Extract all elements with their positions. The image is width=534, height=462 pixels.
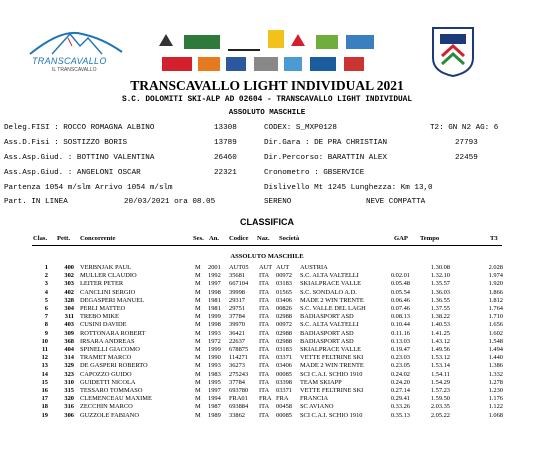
fisi-logo	[430, 24, 476, 78]
cell-name: CUSINI DAVIDE	[80, 321, 127, 329]
cell-reg: 00085	[276, 370, 292, 378]
cell-reg: AUT	[276, 264, 290, 271]
meta-t2: T2: GN N2 AG: 6	[430, 124, 499, 132]
cell-cod: 678875	[229, 346, 249, 353]
cell-tempo: 1.54.11	[431, 370, 450, 378]
cell-ses: M	[195, 395, 201, 403]
cell-an: 1981	[208, 305, 221, 312]
meta-deleg-code: 13308	[214, 124, 237, 132]
cell-t3: 1.656	[488, 321, 503, 329]
cell-tempo: 1.38.22	[430, 313, 450, 321]
classifica-title: CLASSIFICA	[240, 217, 294, 227]
cell-cod: 693780	[229, 387, 249, 394]
cell-reg: 03183	[276, 280, 292, 288]
cell-cod: 275243	[229, 370, 249, 378]
meta-giud2: Ass.Asp.Giud. : ANGELONI OSCAR	[4, 169, 141, 177]
cell-ses: M	[195, 411, 201, 419]
cell-reg: 02988	[276, 337, 292, 345]
meta-giud1: Ass.Asp.Giud. : BOTTINO VALENTINA	[4, 154, 155, 162]
cell-name: CAPOZZO GUIDO	[80, 370, 132, 378]
sponsor-logo-8	[162, 57, 192, 71]
cell-clas: 12	[41, 354, 48, 362]
cell-reg: 03406	[276, 296, 292, 304]
cell-name: PERLI MATTEO	[80, 305, 126, 312]
cell-cod: AUT05	[229, 264, 249, 271]
cell-clas: 2	[44, 272, 48, 280]
cell-clas: 4	[44, 288, 48, 296]
cell-cod: 29751	[229, 305, 245, 312]
cell-pett: 403	[64, 321, 74, 329]
cell-naz: ITA	[259, 288, 270, 296]
cell-reg: 02988	[276, 329, 292, 337]
cell-an: 1999	[208, 346, 221, 353]
cell-tempo: 1.40.53	[430, 321, 450, 329]
sponsor-logo-12	[284, 57, 302, 71]
cell-an: 2001	[208, 264, 221, 271]
cell-t3: 1.602	[488, 329, 503, 337]
cell-name: GUZZOLE FABIANO	[80, 411, 139, 419]
cell-pett: 320	[64, 395, 74, 403]
cell-t3: 1.764	[488, 305, 503, 312]
header-concorrente: Concorrente	[80, 235, 116, 242]
meta-dirgara: Dir.Gara : DE PRA CHRISTIAN	[264, 139, 388, 147]
cell-pett: 329	[64, 362, 74, 370]
cell-cod: 37784	[229, 378, 245, 386]
cell-pett: 328	[64, 296, 74, 304]
cell-gap: 0.05.48	[390, 280, 410, 288]
cell-pett: 316	[64, 403, 74, 411]
meta-snow: NEVE COMPATTA	[366, 198, 426, 206]
meta-dirgara-code: 27793	[455, 139, 478, 147]
cell-name: TRAMET MARCO	[80, 354, 132, 362]
cell-an: 1994	[208, 395, 221, 403]
cell-t3: 1.230	[488, 387, 503, 394]
cell-cod: 39970	[229, 321, 245, 329]
cell-ses: M	[195, 272, 201, 280]
cell-name: ROTTONARA ROBERT	[80, 329, 146, 337]
sponsor-logo-14	[344, 57, 364, 71]
cell-clas: 19	[41, 411, 48, 419]
cell-soc: SKIALPRACE VALLE	[300, 280, 362, 288]
cell-pett: 309	[64, 329, 74, 337]
cell-ses: M	[195, 305, 201, 312]
cell-an: 1997	[208, 387, 221, 394]
cell-naz: ITA	[259, 329, 270, 337]
cell-tempo: 1.59.50	[430, 395, 450, 403]
cell-tempo: 1.57.23	[430, 387, 450, 394]
cell-t3: 1.122	[488, 403, 503, 411]
cell-an: 1981	[208, 296, 221, 304]
cell-soc: VETTE FELTRINE SKI	[300, 354, 364, 362]
race-title: TRANSCAVALLO LIGHT INDIVIDUAL 2021	[130, 78, 404, 93]
cell-tempo: 1.41.25	[430, 329, 450, 337]
cell-clas: 16	[41, 387, 48, 394]
cell-gap: 0.24.02	[390, 370, 410, 378]
logo-subtext: IL TRANSCAVALLO	[52, 67, 97, 73]
cell-soc: AUSTRIA	[300, 264, 328, 271]
cell-reg: FRA	[276, 395, 289, 403]
cell-naz: ITA	[259, 362, 270, 370]
cell-gap: 0.24.20	[390, 378, 410, 386]
cell-pett: 314	[64, 354, 74, 362]
meta-codex: CODEX: S_MXP0128	[264, 124, 337, 132]
cell-clas: 13	[41, 362, 48, 370]
cell-naz: ITA	[259, 411, 270, 419]
cell-gap: 0.27.14	[390, 387, 410, 394]
cell-soc: SCI C.A.I. SCHIO 1910	[300, 370, 363, 378]
cell-name: ZECCHIN MARCO	[80, 403, 133, 411]
cell-gap: 0.06.46	[390, 296, 410, 304]
cell-ses: M	[195, 321, 201, 329]
header-gap: GAP	[394, 235, 408, 242]
cell-clas: 15	[41, 378, 48, 386]
header-rule	[32, 245, 502, 246]
sponsor-logo-13	[310, 57, 336, 71]
sponsor-logo-11	[254, 57, 278, 71]
cell-clas: 5	[44, 296, 48, 304]
cell-cod: 39998	[229, 288, 245, 296]
meta-assd: Ass.D.Fisi : SOSTIZZO BORIS	[4, 139, 128, 147]
cell-t3: 1.710	[488, 313, 503, 321]
cell-pett: 306	[64, 411, 74, 419]
cell-soc: BADIASPORT ASD	[300, 329, 354, 337]
sponsor-logo-6	[316, 35, 338, 49]
cell-tempo: 1.53.14	[430, 362, 450, 370]
cell-name: DE GASPERI ROBERTO	[80, 362, 148, 370]
cell-tempo: 2.03.35	[430, 403, 450, 411]
meta-giud2-code: 22321	[214, 169, 237, 177]
cell-ses: M	[195, 280, 201, 288]
cell-pett: 368	[64, 337, 74, 345]
cell-name: SPINELLI GIACOMO	[80, 346, 140, 353]
cell-clas: 7	[44, 313, 48, 321]
meta-dirpercorso-code: 22459	[455, 154, 478, 162]
header-clas: Clas.	[33, 235, 48, 242]
transcavallo-logo	[22, 24, 130, 76]
cell-t3: 1.812	[488, 296, 503, 304]
meta-deleg: Deleg.FISI : ROCCO ROMAGNA ALBINO	[4, 124, 155, 132]
cell-ses: M	[195, 264, 201, 271]
cell-tempo: 1.35.57	[430, 280, 450, 288]
cell-gap: 0.08.13	[390, 313, 410, 321]
cell-an: 1972	[208, 337, 221, 345]
sponsor-logo-1	[158, 33, 174, 47]
cell-pett: 302	[64, 272, 74, 280]
cell-cod: 667104	[229, 280, 249, 288]
cell-clas: 1	[44, 264, 48, 271]
cell-gap: 0.13.03	[390, 337, 410, 345]
cell-naz: ITA	[259, 272, 270, 280]
header-naz: Naz.	[257, 235, 270, 242]
cell-an: 1998	[208, 321, 221, 329]
cell-cod: 37784	[229, 313, 245, 321]
sponsor-logo-9	[198, 57, 220, 71]
header-tempo: Tempo	[420, 235, 440, 242]
cell-cod: 35681	[229, 272, 245, 280]
cell-cod: 114271	[229, 354, 248, 362]
cell-an: 1992	[208, 272, 221, 280]
cell-clas: 18	[41, 403, 48, 411]
header-societa: Società	[279, 235, 300, 242]
cell-soc: BADIASPORT ASD	[300, 337, 354, 345]
cell-ses: M	[195, 313, 201, 321]
cell-t3: 1.332	[488, 370, 503, 378]
cell-pett: 323	[64, 370, 74, 378]
cell-an: 1989	[208, 411, 221, 419]
cell-reg: 02988	[276, 313, 292, 321]
category-line: ASSOLUTO MASCHILE	[228, 109, 306, 117]
cell-name: DEGASPERI MANUEL	[80, 296, 145, 304]
cell-name: CLEMENCEAU MAXIME	[80, 395, 152, 403]
cell-an: 1995	[208, 378, 221, 386]
cell-cod: 33862	[229, 411, 245, 419]
cell-soc: S.C. ALTA VALTELLI	[300, 321, 359, 329]
sponsor-logos	[150, 30, 390, 76]
meta-cronometro: Cronometro : GBSERVICE	[264, 169, 365, 177]
sponsor-logo-3	[228, 35, 260, 51]
cell-naz: ITA	[259, 313, 270, 321]
cell-gap: 0.07.46	[390, 305, 410, 312]
header-t3: T3	[490, 235, 498, 242]
cell-clas: 11	[41, 346, 48, 353]
cell-pett: 400	[64, 264, 74, 271]
cell-tempo: 1.30.08	[430, 264, 450, 271]
cell-soc: VETTE FELTRINE SKI	[300, 387, 364, 394]
cell-naz: ITA	[259, 370, 270, 378]
cell-naz: FRA	[259, 395, 272, 403]
cell-soc: SC AVIANO	[300, 403, 334, 411]
sponsor-logo-10	[226, 57, 246, 71]
cell-name: TESSARO TOMMASO	[80, 387, 143, 394]
section-title: ASSOLUTO MASCHILE	[230, 253, 304, 260]
cell-t3: 1.548	[488, 337, 503, 345]
cell-clas: 17	[41, 395, 48, 403]
sponsor-logo-7	[346, 35, 374, 49]
header-an: An.	[209, 235, 220, 242]
cell-soc: S.C. SONDALO A.D.	[300, 288, 357, 296]
cell-pett: 402	[64, 288, 74, 296]
cell-reg: 00972	[276, 321, 292, 329]
cell-name: MULLER CLAUDIO	[80, 272, 137, 280]
sponsor-logo-2	[184, 35, 220, 49]
cell-ses: M	[195, 387, 201, 394]
cell-name: VERBNJAK PAUL	[80, 264, 132, 271]
cell-an: 1983	[208, 370, 221, 378]
cell-tempo: 2.05.22	[430, 411, 450, 419]
cell-gap: 0.35.13	[390, 411, 410, 419]
header-codice: Codice	[229, 235, 249, 242]
cell-ses: M	[195, 378, 201, 386]
cell-tempo: 1.36.03	[430, 288, 450, 296]
cell-soc: FRANCIA	[300, 395, 329, 403]
cell-ses: M	[195, 346, 201, 353]
cell-cod: 693884	[229, 403, 249, 411]
meta-dirpercorso: Dir.Percorso: BARATTIN ALEX	[264, 154, 388, 162]
cell-pett: 315	[64, 387, 74, 394]
cell-gap: 0.23.03	[390, 354, 410, 362]
meta-weather: SERENO	[264, 198, 292, 206]
cell-naz: ITA	[259, 354, 270, 362]
cell-cod: 36273	[229, 362, 245, 370]
meta-giud1-code: 26460	[214, 154, 237, 162]
cell-naz: ITA	[259, 346, 270, 353]
cell-ses: M	[195, 403, 201, 411]
cell-tempo: 1.36.55	[430, 296, 450, 304]
cell-soc: MADE 2 WIN TRENTE	[300, 362, 364, 370]
cell-an: 1987	[208, 403, 221, 411]
cell-tempo: 1.32.10	[430, 272, 450, 280]
cell-ses: M	[195, 337, 201, 345]
cell-tempo: 1.37.55	[430, 305, 450, 312]
cell-gap: 0.19.47	[390, 346, 410, 353]
cell-gap: 0.29.41	[390, 395, 410, 403]
cell-gap: 0.11.16	[391, 329, 410, 337]
cell-cod: 36421	[229, 329, 245, 337]
meta-partenza: Partenza 1054 m/slm Arrivo 1054 m/slm	[4, 184, 173, 192]
meta-dislivello: Dislivello Mt 1245 Lunghezza: Km 13,0	[264, 184, 433, 192]
header-pett: Pett.	[57, 235, 70, 242]
cell-an: 1998	[208, 288, 221, 296]
cell-an: 1990	[208, 354, 221, 362]
cell-gap: 0.33.26	[390, 403, 410, 411]
cell-soc: SCI C.A.I. SCHIO 1910	[300, 411, 363, 419]
header-ses: Ses.	[193, 235, 204, 242]
cell-naz: ITA	[259, 337, 270, 345]
cell-soc: S.C. ALTA VALTELLI	[300, 272, 359, 280]
cell-clas: 9	[44, 329, 48, 337]
cell-ses: M	[195, 370, 201, 378]
meta-part: Part. IN LINEA	[4, 198, 68, 206]
organizer-line: S.C. DOLOMITI SKI-ALP AD 02604 - TRANSCAVALLO LIGHT INDIVIDUAL	[121, 96, 413, 104]
cell-t3: 1.920	[488, 280, 503, 288]
cell-ses: M	[195, 362, 201, 370]
cell-pett: 404	[64, 346, 74, 353]
cell-name: CANCLINI SERGIO	[80, 288, 136, 296]
cell-name: TREBO MIKE	[80, 313, 119, 321]
cell-an: 1997	[208, 280, 221, 288]
cell-tempo: 1.49.56	[430, 346, 450, 353]
cell-cod: 29317	[229, 296, 245, 304]
cell-t3: 1.278	[488, 378, 503, 386]
cell-gap: 0.10.44	[390, 321, 410, 329]
cell-clas: 3	[44, 280, 48, 288]
cell-cod: 22637	[229, 337, 245, 345]
logo-text: TRANSCAVALLO	[32, 56, 107, 66]
cell-clas: 14	[41, 370, 48, 378]
cell-tempo: 1.54.29	[430, 378, 450, 386]
cell-clas: 10	[41, 337, 48, 345]
cell-t3: 1.386	[488, 362, 503, 370]
cell-gap: 0.05.54	[390, 288, 410, 296]
cell-gap: 0.02.01	[390, 272, 410, 280]
cell-reg: 01565	[276, 288, 292, 296]
cell-ses: M	[195, 296, 201, 304]
cell-soc: SKIALPRACE VALLE	[300, 346, 362, 353]
cell-naz: ITA	[259, 280, 270, 288]
cell-t3: 1.176	[488, 395, 503, 403]
cell-ses: M	[195, 354, 201, 362]
cell-reg: 03398	[276, 378, 292, 386]
cell-name: LEITER PETER	[80, 280, 124, 288]
cell-tempo: 1.53.12	[430, 354, 450, 362]
cell-reg: 00972	[276, 272, 292, 280]
cell-an: 1993	[208, 329, 221, 337]
cell-reg: 00458	[276, 403, 292, 411]
cell-soc: BADIASPORT ASD	[300, 313, 354, 321]
cell-naz: ITA	[259, 403, 270, 411]
sponsor-logo-4	[268, 30, 284, 48]
cell-naz: AUT	[259, 264, 273, 271]
cell-t3: 1.494	[488, 346, 503, 353]
cell-reg: 03183	[276, 346, 292, 353]
cell-soc: MADE 2 WIN TRENTE	[300, 296, 364, 304]
cell-clas: 8	[44, 321, 48, 329]
cell-t3: 2.028	[488, 264, 503, 271]
cell-t3: 1.068	[488, 411, 503, 419]
cell-ses: M	[195, 288, 201, 296]
cell-gap: 0.23.05	[390, 362, 410, 370]
meta-assd-code: 13789	[214, 139, 237, 147]
cell-pett: 311	[64, 313, 74, 321]
cell-naz: ITA	[259, 305, 270, 312]
cell-tempo: 1.43.12	[430, 337, 450, 345]
meta-date: 20/03/2021 ora 08.05	[124, 198, 216, 206]
cell-reg: 03371	[276, 354, 292, 362]
cell-reg: 00085	[276, 411, 292, 419]
cell-naz: ITA	[259, 296, 270, 304]
cell-t3: 1.866	[488, 288, 503, 296]
cell-an: 1993	[208, 362, 221, 370]
cell-clas: 6	[44, 305, 48, 312]
cell-name: GUIDETTI NICOLA	[80, 378, 136, 386]
cell-name: IRSARA ANDREAS	[80, 337, 135, 345]
cell-pett: 303	[64, 280, 74, 288]
cell-pett: 304	[64, 305, 74, 312]
cell-reg: 03406	[276, 362, 292, 370]
sponsor-logo-5	[290, 33, 306, 47]
cell-reg: 03371	[276, 387, 292, 394]
cell-cod: FRA01	[229, 395, 248, 403]
cell-t3: 1.974	[488, 272, 503, 280]
cell-soc: TEAM SKIAPP	[300, 378, 342, 386]
fisi-shield-icon	[430, 24, 476, 78]
cell-soc: S.C. VALLE DEL LAGH	[300, 305, 366, 312]
cell-naz: ITA	[259, 387, 270, 394]
cell-ses: M	[195, 329, 201, 337]
cell-pett: 310	[64, 378, 74, 386]
cell-t3: 1.440	[488, 354, 503, 362]
cell-naz: ITA	[259, 321, 270, 329]
cell-naz: ITA	[259, 378, 270, 386]
cell-reg: 00826	[276, 305, 292, 312]
cell-an: 1999	[208, 313, 221, 321]
